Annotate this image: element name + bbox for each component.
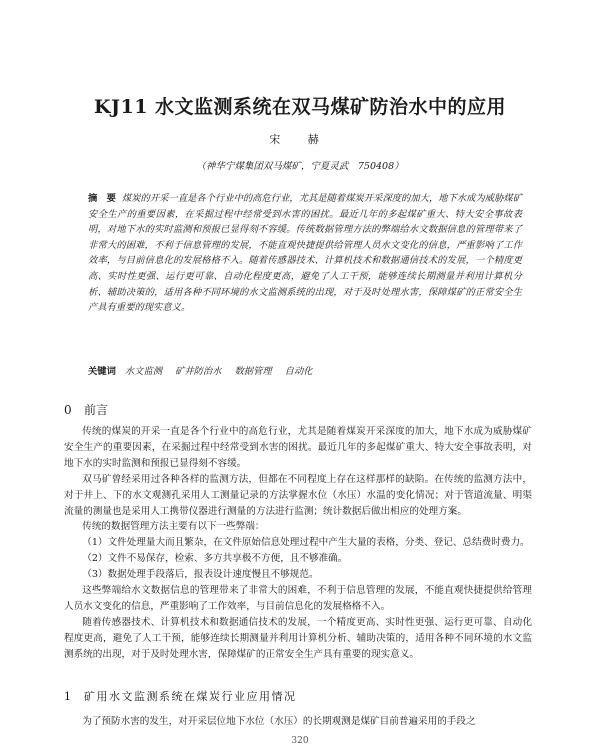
keyword-item: 水文监测 (124, 366, 163, 377)
abstract-text: 煤炭的开采一直是各个行业中的高危行业，尤其是随着煤炭开采深度的加大，地下水成为威胁煤矿安全生产的重要因素，在采掘过程中经常受到水害的困扰。最近几年的多起煤矿重大、特大安全事故表明，对地下水的实时监测和预报已显得刻不容缓。传统数据管理方法的弊端给水文数据信息的管理带来了非常大的困难，不利于信息管理的发展，不能直观快捷提供给管理人员水文变化的信息，严重影响了工作效率，与目前信息化的发展格格不入。随着传感器技术、计算机技术和数据通信技术的发展，一个精度更高、实时性更强、运行更可靠、自动化程度更高，避免了人工干预，能够连续长期测量并利用计算机分析、辅助决策的，适用各种不同环境的水文监测系统的出现，对于及时处理水害，保障煤矿的正常安全生产具有重要的现实意义。 (88, 193, 522, 314)
paper-author: 宋 赫 (269, 133, 331, 146)
section-0-body (64, 424, 532, 663)
page-number: 320 (291, 736, 309, 746)
keywords-label: 关键词 (88, 366, 116, 377)
section-1-first-line: 为了预防水害的发生，对开采层位地下水位（水压）的长期观测是煤矿目前普遍采用的手段之 (82, 716, 476, 727)
paragraph: 双马矿曾经采用过各种各样的监测方法，但都在不同程度上存在这样那样的缺陷。在传统的监测方法中，对于井上、下的水文观测孔采用人工测量记录的方法掌握水位（水压）水温的变化情况；对于管道流量、明渠流量的测量也是采用人工携带仪器进行测量的方法进行监测；统计数据后做出相应的处理方案。 (64, 473, 532, 517)
paragraph: 这些弊端给水文数据信息的管理带来了非常大的困难，不利于信息管理的发展，不能直观快捷提供给管理人员水文变化的信息，严重影响了工作效率，与目前信息化的发展格格不入。 (64, 585, 532, 612)
keyword-item: 数据管理 (234, 366, 272, 377)
paragraph: 传统的煤炭的开采一直是各个行业中的高危行业，尤其是随着煤炭开采深度的加大，地下水成为威胁煤矿安全生产的重要因素，在采掘过程中经常受到水害的困扰。最近几年的多起煤矿重大、特大安全事故表明，对地下水的实时监测和预报已显得刻不容缓。 (64, 426, 532, 469)
section-title: 前言 (84, 403, 109, 417)
section-number: 0 (64, 403, 72, 417)
paragraph: 传统的数据管理方法主要有以下一些弊端： (82, 521, 265, 533)
paragraph: 随着传感器技术、计算机技术和数据通信技术的发展，一个精度更高、实时性更强、运行更可靠、自动化程度更高，避免了人工干预，能够连续长期测量并利用计算机分析、辅助决策的，适用各种不同环境的水文监测系统的出现，对于及时处理水害，保障煤矿的正常安全生产具有重要的现实意义。 (64, 616, 532, 660)
paper-affiliation: （神华宁煤集团双马煤矿，宁夏灵武 750408） (196, 161, 404, 172)
list-item: （3）数据处理手段落后，报表设计速度慢且不够规范。 (82, 569, 319, 581)
section-heading-1 (64, 688, 297, 704)
section-number: 1 (64, 690, 73, 703)
keyword-item: 自动化 (284, 366, 313, 377)
section-title: 矿用水文监测系统在煤炭行业应用情况 (84, 690, 297, 703)
keywords (88, 363, 522, 377)
list-item: （1）文件处理量大而且繁杂，在文件原始信息处理过程中产生大量的表格，分类、登记、总结费时费力。 (82, 537, 530, 549)
list-item: （2）文件不易保存，检索、多方共享极不方便，且不够准确。 (82, 553, 348, 565)
keyword-item: 矿井防治水 (175, 366, 222, 377)
abstract-label: 摘 要 (88, 193, 116, 204)
section-heading-0 (64, 401, 108, 418)
paper-title: KJ11 水文监测系统在双马煤矿防治水中的应用 (93, 96, 507, 118)
abstract (88, 191, 522, 316)
